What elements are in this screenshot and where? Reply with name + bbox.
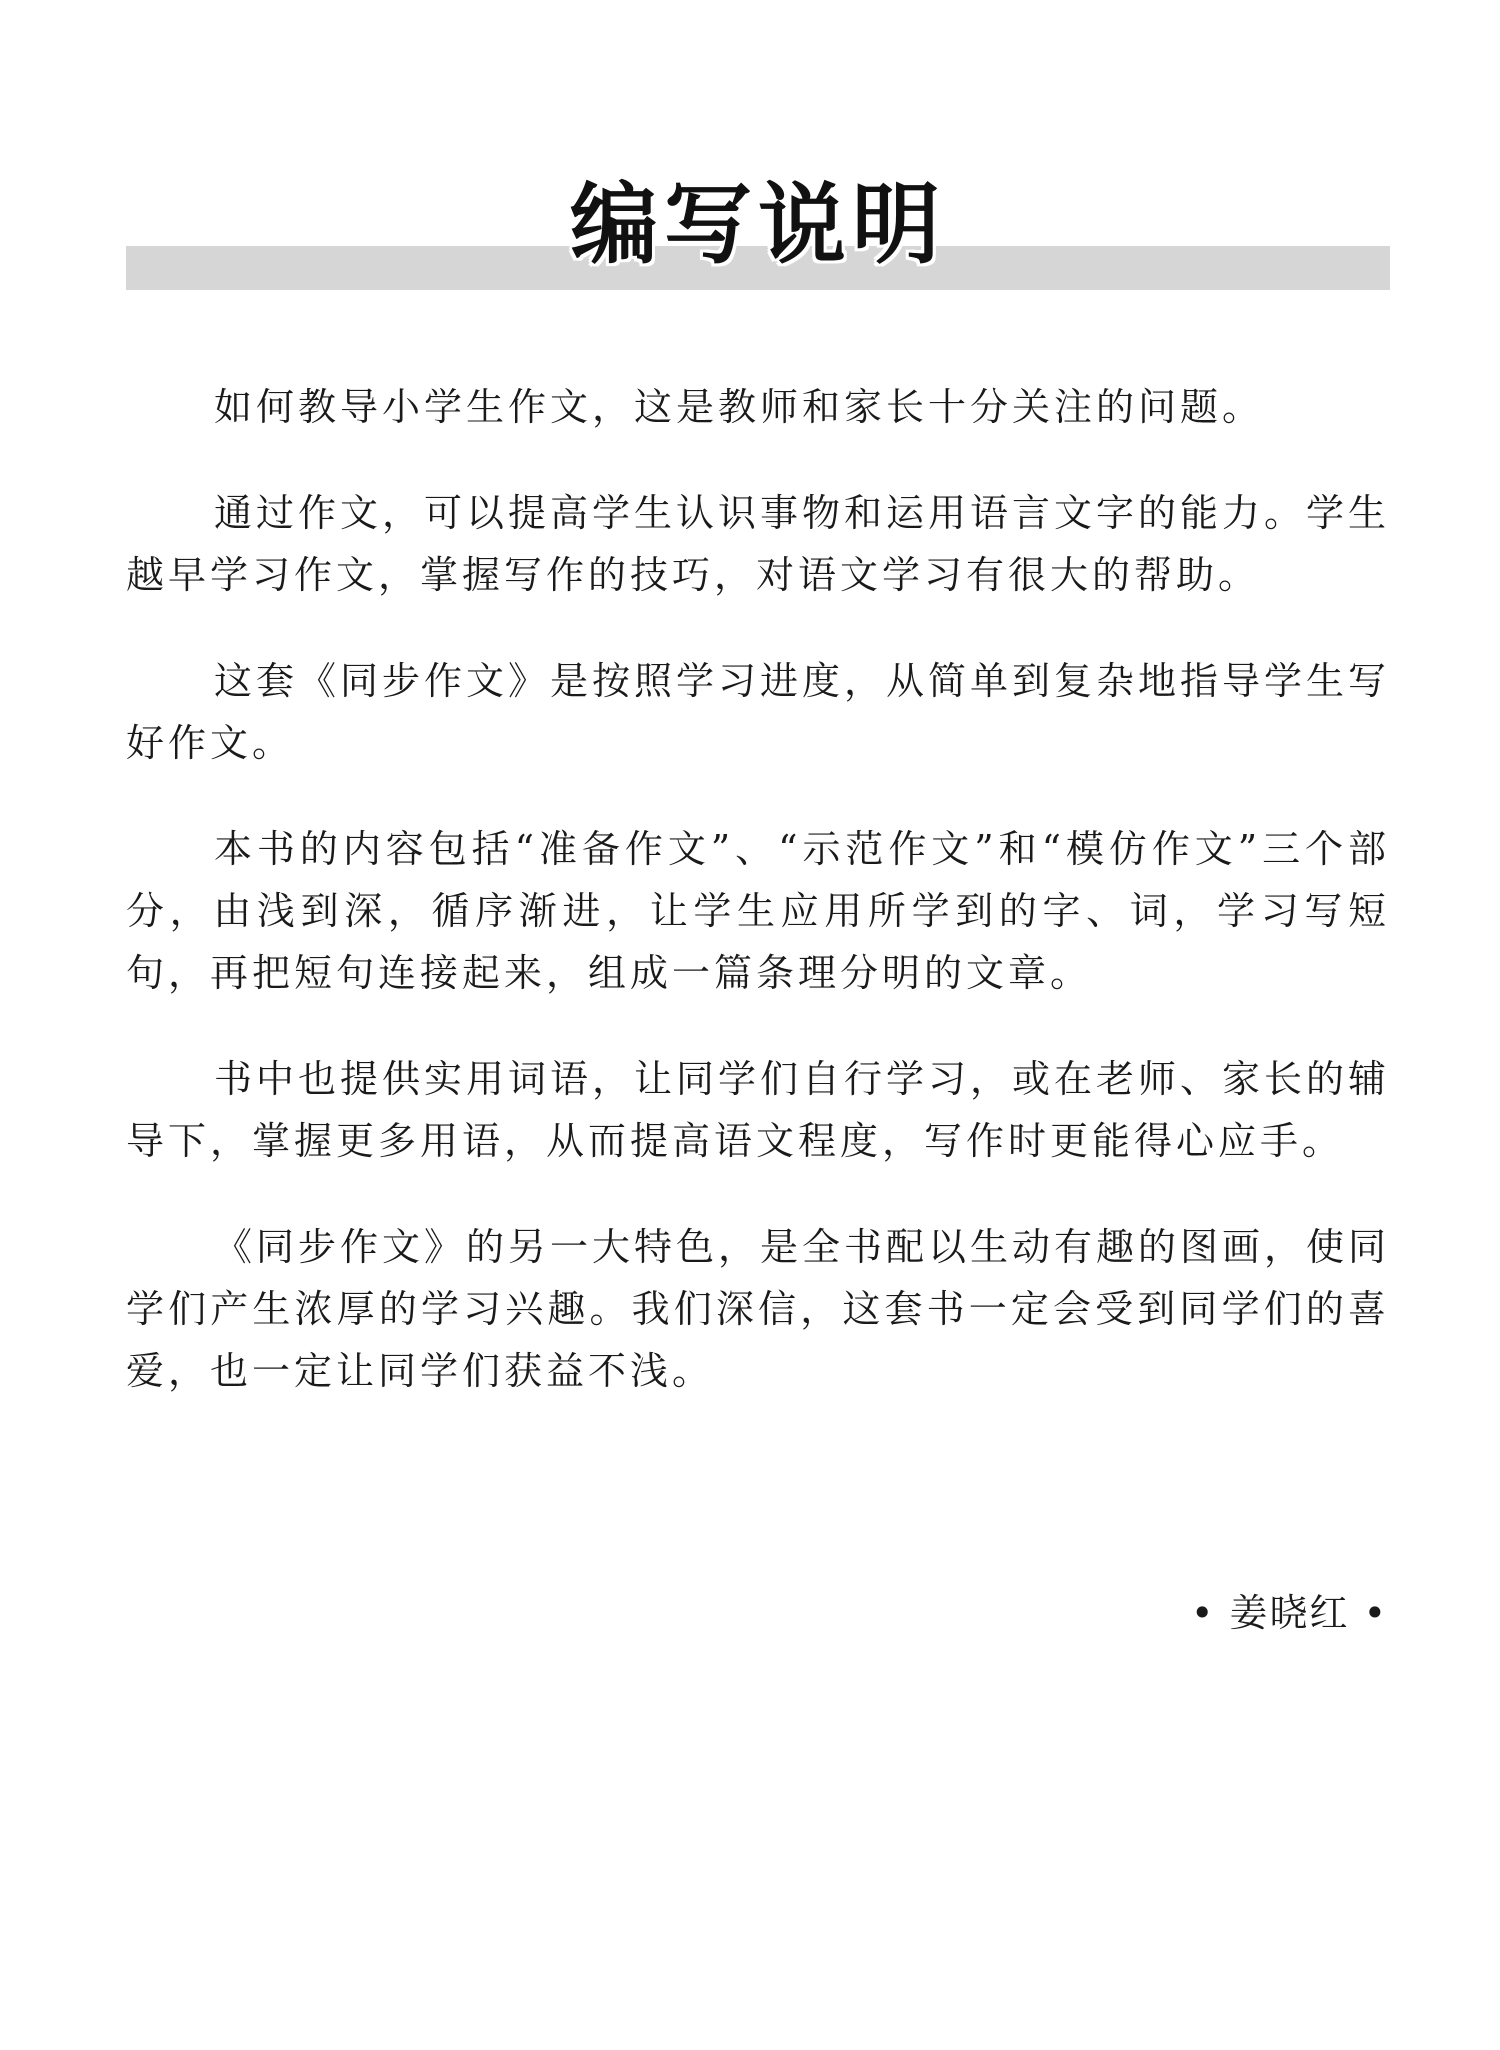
body-text <box>126 376 1390 1446</box>
page-title: 编写说明 <box>569 173 946 276</box>
paragraph: 通过作文，可以提高学生认识事物和运用语言文字的能力。学生越早学习作文，掌握写作的技巧，对语文学习有很大的帮助。 <box>126 491 1391 597</box>
paragraph: 本书的内容包括“准备作文”、“示范作文”和“模仿作文”三个部分，由浅到深，循序渐进，让学生应用所学到的字、词，学习写短句，再把短句连接起来，组成一篇条理分明的文章。 <box>126 827 1390 995</box>
paragraph: 书中也提供实用词语，让同学们自行学习，或在老师、家长的辅导下，掌握更多用语，从而提高语文程度，写作时更能得心应手。 <box>126 1057 1391 1163</box>
paragraph: 《同步作文》的另一大特色，是全书配以生动有趣的图画，使同学们产生浓厚的学习兴趣。我们深信，这套书一定会受到同学们的喜爱，也一定让同学们获益不浅。 <box>126 1225 1391 1393</box>
author-signature: • 姜晓红 • <box>1191 1591 1388 1635</box>
paragraph: 这套《同步作文》是按照学习进度，从简单到复杂地指导学生写好作文。 <box>126 659 1391 765</box>
paragraph: 如何教导小学生作文，这是教师和家长十分关注的问题。 <box>214 385 1265 429</box>
